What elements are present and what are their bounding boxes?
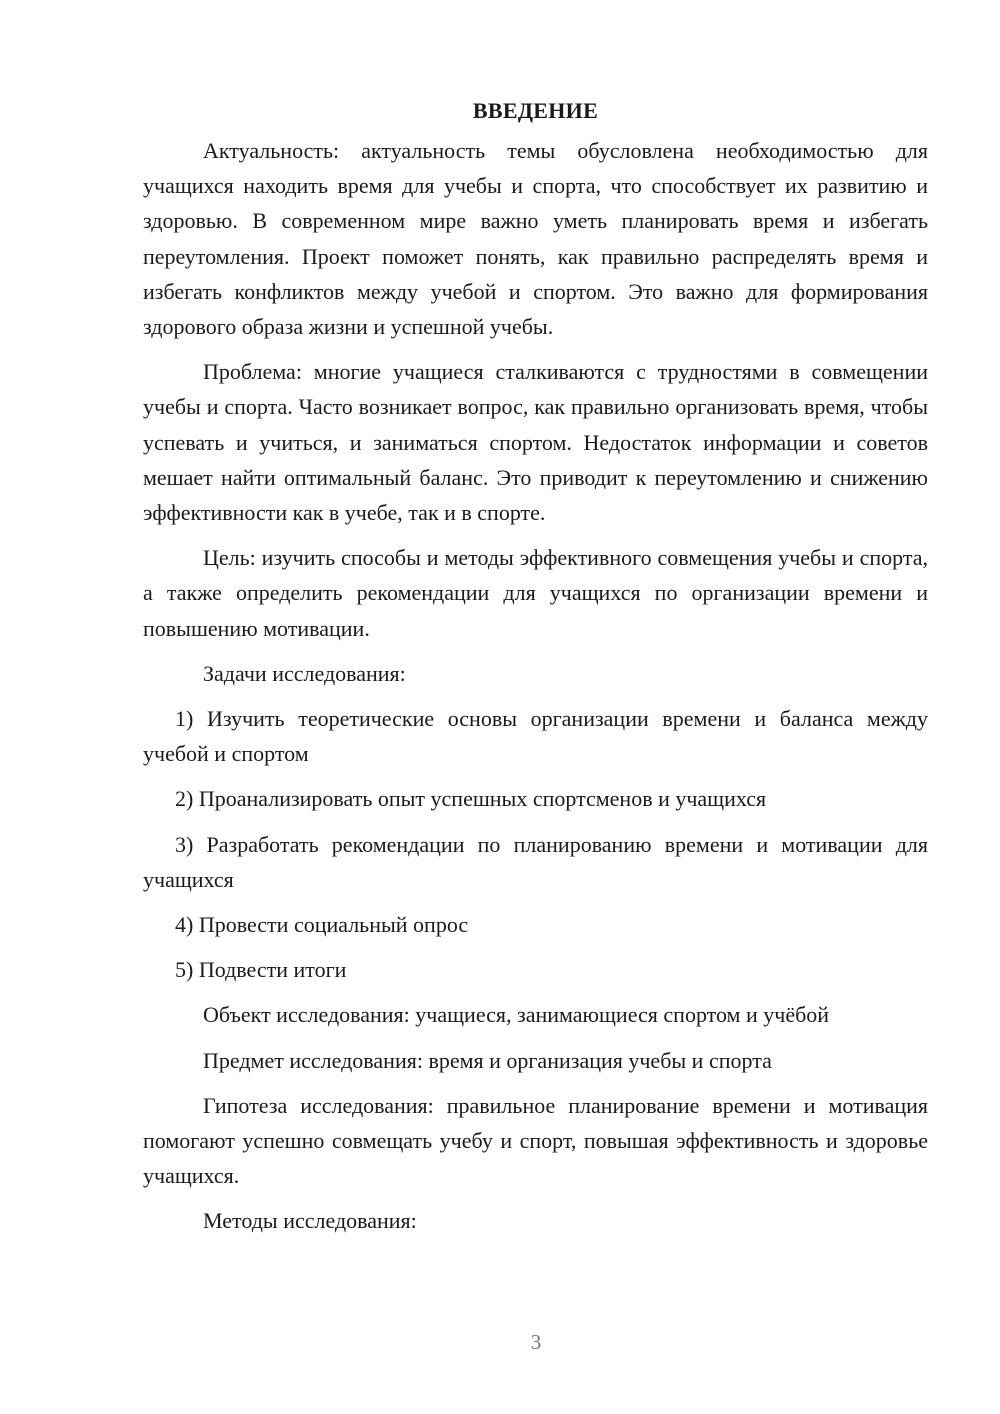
research-object: Объект исследования: учащиеся, занимающиеся спортом и учёбой [203,1002,830,1028]
goal-paragraph: Цель: изучить способы и методы эффективного совмещения учебы и спорта, а также определить рекомендации для учащихся по организации времени и повышению мотивации. [143,545,928,641]
research-hypothesis: Гипотеза исследования: правильное планирование времени и мотивация помогают успешно совмещать учебу и спорт, повышая эффективность и здоровье учащихся. [143,1092,928,1189]
page-number: 3 [530,1330,542,1354]
section-title: ВВЕДЕНИЕ [472,98,599,123]
task-item-1: 1) Изучить теоретические основы организации времени и баланса между учебой и спортом [143,706,928,767]
task-item-4: 4) Провести социальный опрос [175,912,469,938]
task-item-3: 3) Разработать рекомендации по планированию времени и мотивации для учащихся [143,831,928,892]
research-subject: Предмет исследования: время и организация учебы и спорта [203,1047,772,1073]
document-page [143,94,928,1239]
task-item-2: 2) Проанализировать опыт успешных спортсменов и учащихся [175,786,767,812]
task-item-5: 5) Подвести итоги [175,957,347,983]
relevance-paragraph: Актуальность: актуальность темы обусловлена необходимостью для учащихся находить время для учебы и спорта, что способствует их развитию и здоровью. В современном мире важно уметь планировать время и избегать переутомления. Проект поможет понять, как правильно распределять время и избегать конфликтов между учебой и спортом. Это важно для формирования здорового образа жизни и успешной учебы. [143,138,928,340]
tasks-heading: Задачи исследования: [203,660,406,686]
problem-paragraph: Проблема: многие учащиеся сталкиваются с трудностями в совмещении учебы и спорта. Часто возникает вопрос, как правильно организовать время, чтобы успевать и учиться, и заниматься спортом. Недостаток информации и советов мешает найти оптимальный баланс. Это приводит к переутомлению и снижению эффективности как в учебе, так и в спорте. [143,359,928,526]
research-methods: Методы исследования: [203,1208,417,1234]
